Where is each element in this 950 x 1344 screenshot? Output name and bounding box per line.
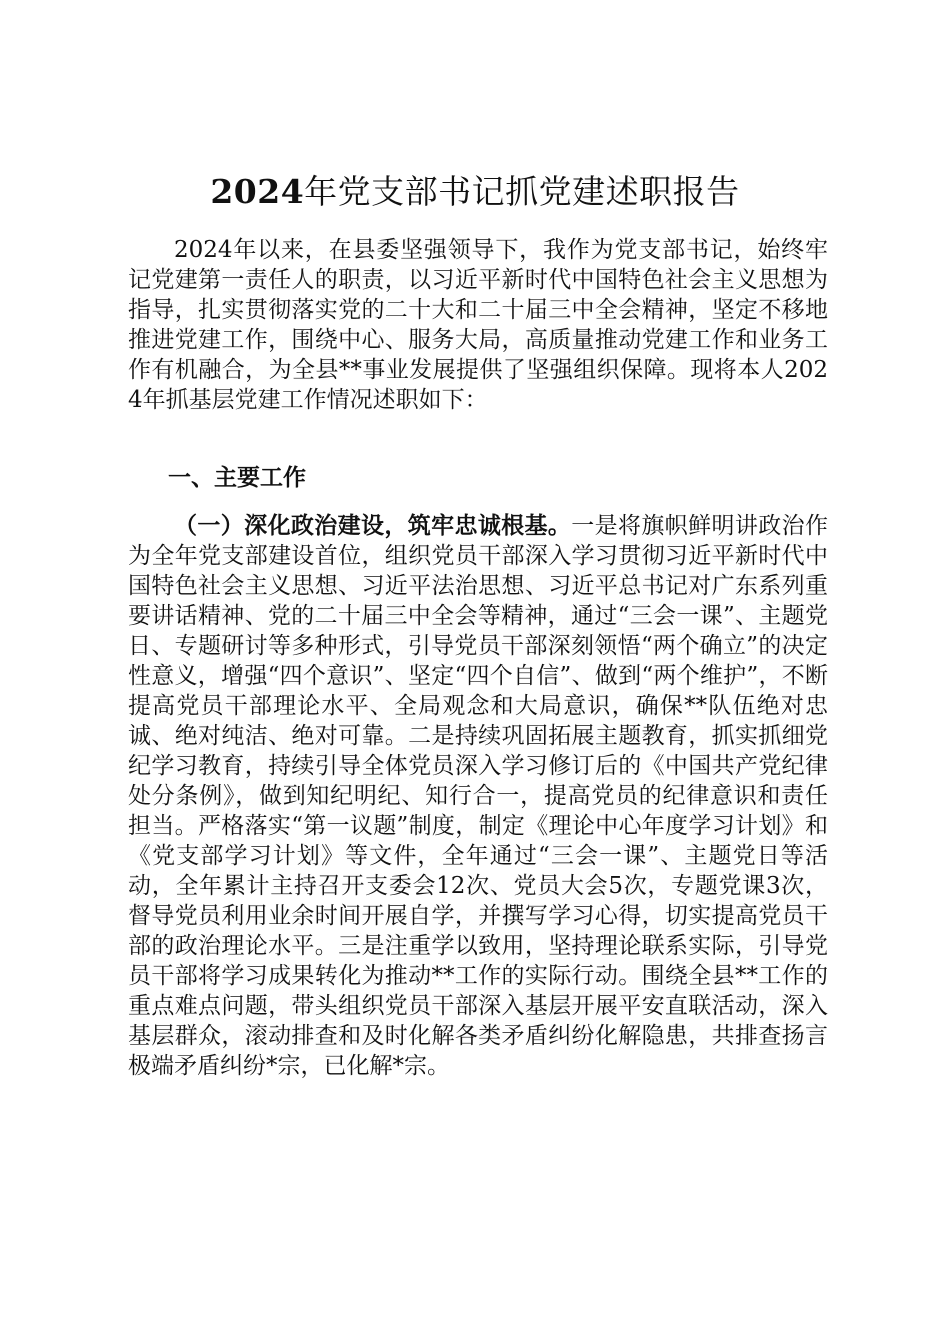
- subsection-body: 一是将旗帜鲜明讲政治作为全年党支部建设首位，组织党员干部深入学习贯彻习近平新时代中国特色社会主义思想、习近平法治思想、习近平总书记对广东系列重要讲话精神、党的二十届三中全会等精神，通过“三会一课”、主题党日、专题研讨等多种形式，引导党员干部深刻领悟“两个确立”的决定性意义，增强“四个意识”、坚定“四个自信”、做到“两个维护”，不断提高党员干部理论水平、全局观念和大局意识，确保**队伍绝对忠诚、绝对纯洁、绝对可靠。二是持续巩固拓展主题教育，抓实抓细党纪学习教育，持续引导全体党员深入学习修订后的《中国共产党纪律处分条例》，做到知纪明纪、知行合一，提高党员的纪律意识和责任担当。严格落实“第一议题”制度，制定《理论中心年度学习计划》和《党支部学习计划》等文件，全年通过“三会一课”、主题党日等活动，全年累计主持召开支委会12次、党员大会5次，专题党课3次，督导党员利用业余时间开展自学，并撰写学习心得，切实提高党员干部的政治理论水平。三是注重学以致用，坚持理论联系实际，引导党员干部将学习成果转化为推动**工作的实际行动。围绕全县**工作的重点难点问题，带头组织党员干部深入基层开展平安直联活动，深入基层群众，滚动排查和及时化解各类矛盾纠纷化解隐患，共排查扬言极端矛盾纠纷*宗，已化解*宗。: [128, 513, 829, 1079]
- section-heading: 一、主要工作: [168, 465, 306, 491]
- subsection-title: （一）深化政治建设，筑牢忠诚根基。: [174, 513, 572, 539]
- document-title: [0, 170, 950, 214]
- title-text: 年党支部书记抓党建述职报告: [304, 172, 740, 211]
- subsection-paragraph: [128, 511, 828, 1081]
- intro-paragraph: 2024年以来，在县委坚强领导下，我作为党支部书记，始终牢记党建第一责任人的职责，以习近平新时代中国特色社会主义思想为指导，扎实贯彻落实党的二十大和二十届三中全会精神，坚定不移地推进党建工作，围绕中心、服务大局，高质量推动党建工作和业务工作有机融合，为全县**事业发展提供了坚强组织保障。现将本人2024年抓基层党建工作情况述职如下：: [128, 237, 828, 413]
- title-year: 2024: [210, 172, 305, 211]
